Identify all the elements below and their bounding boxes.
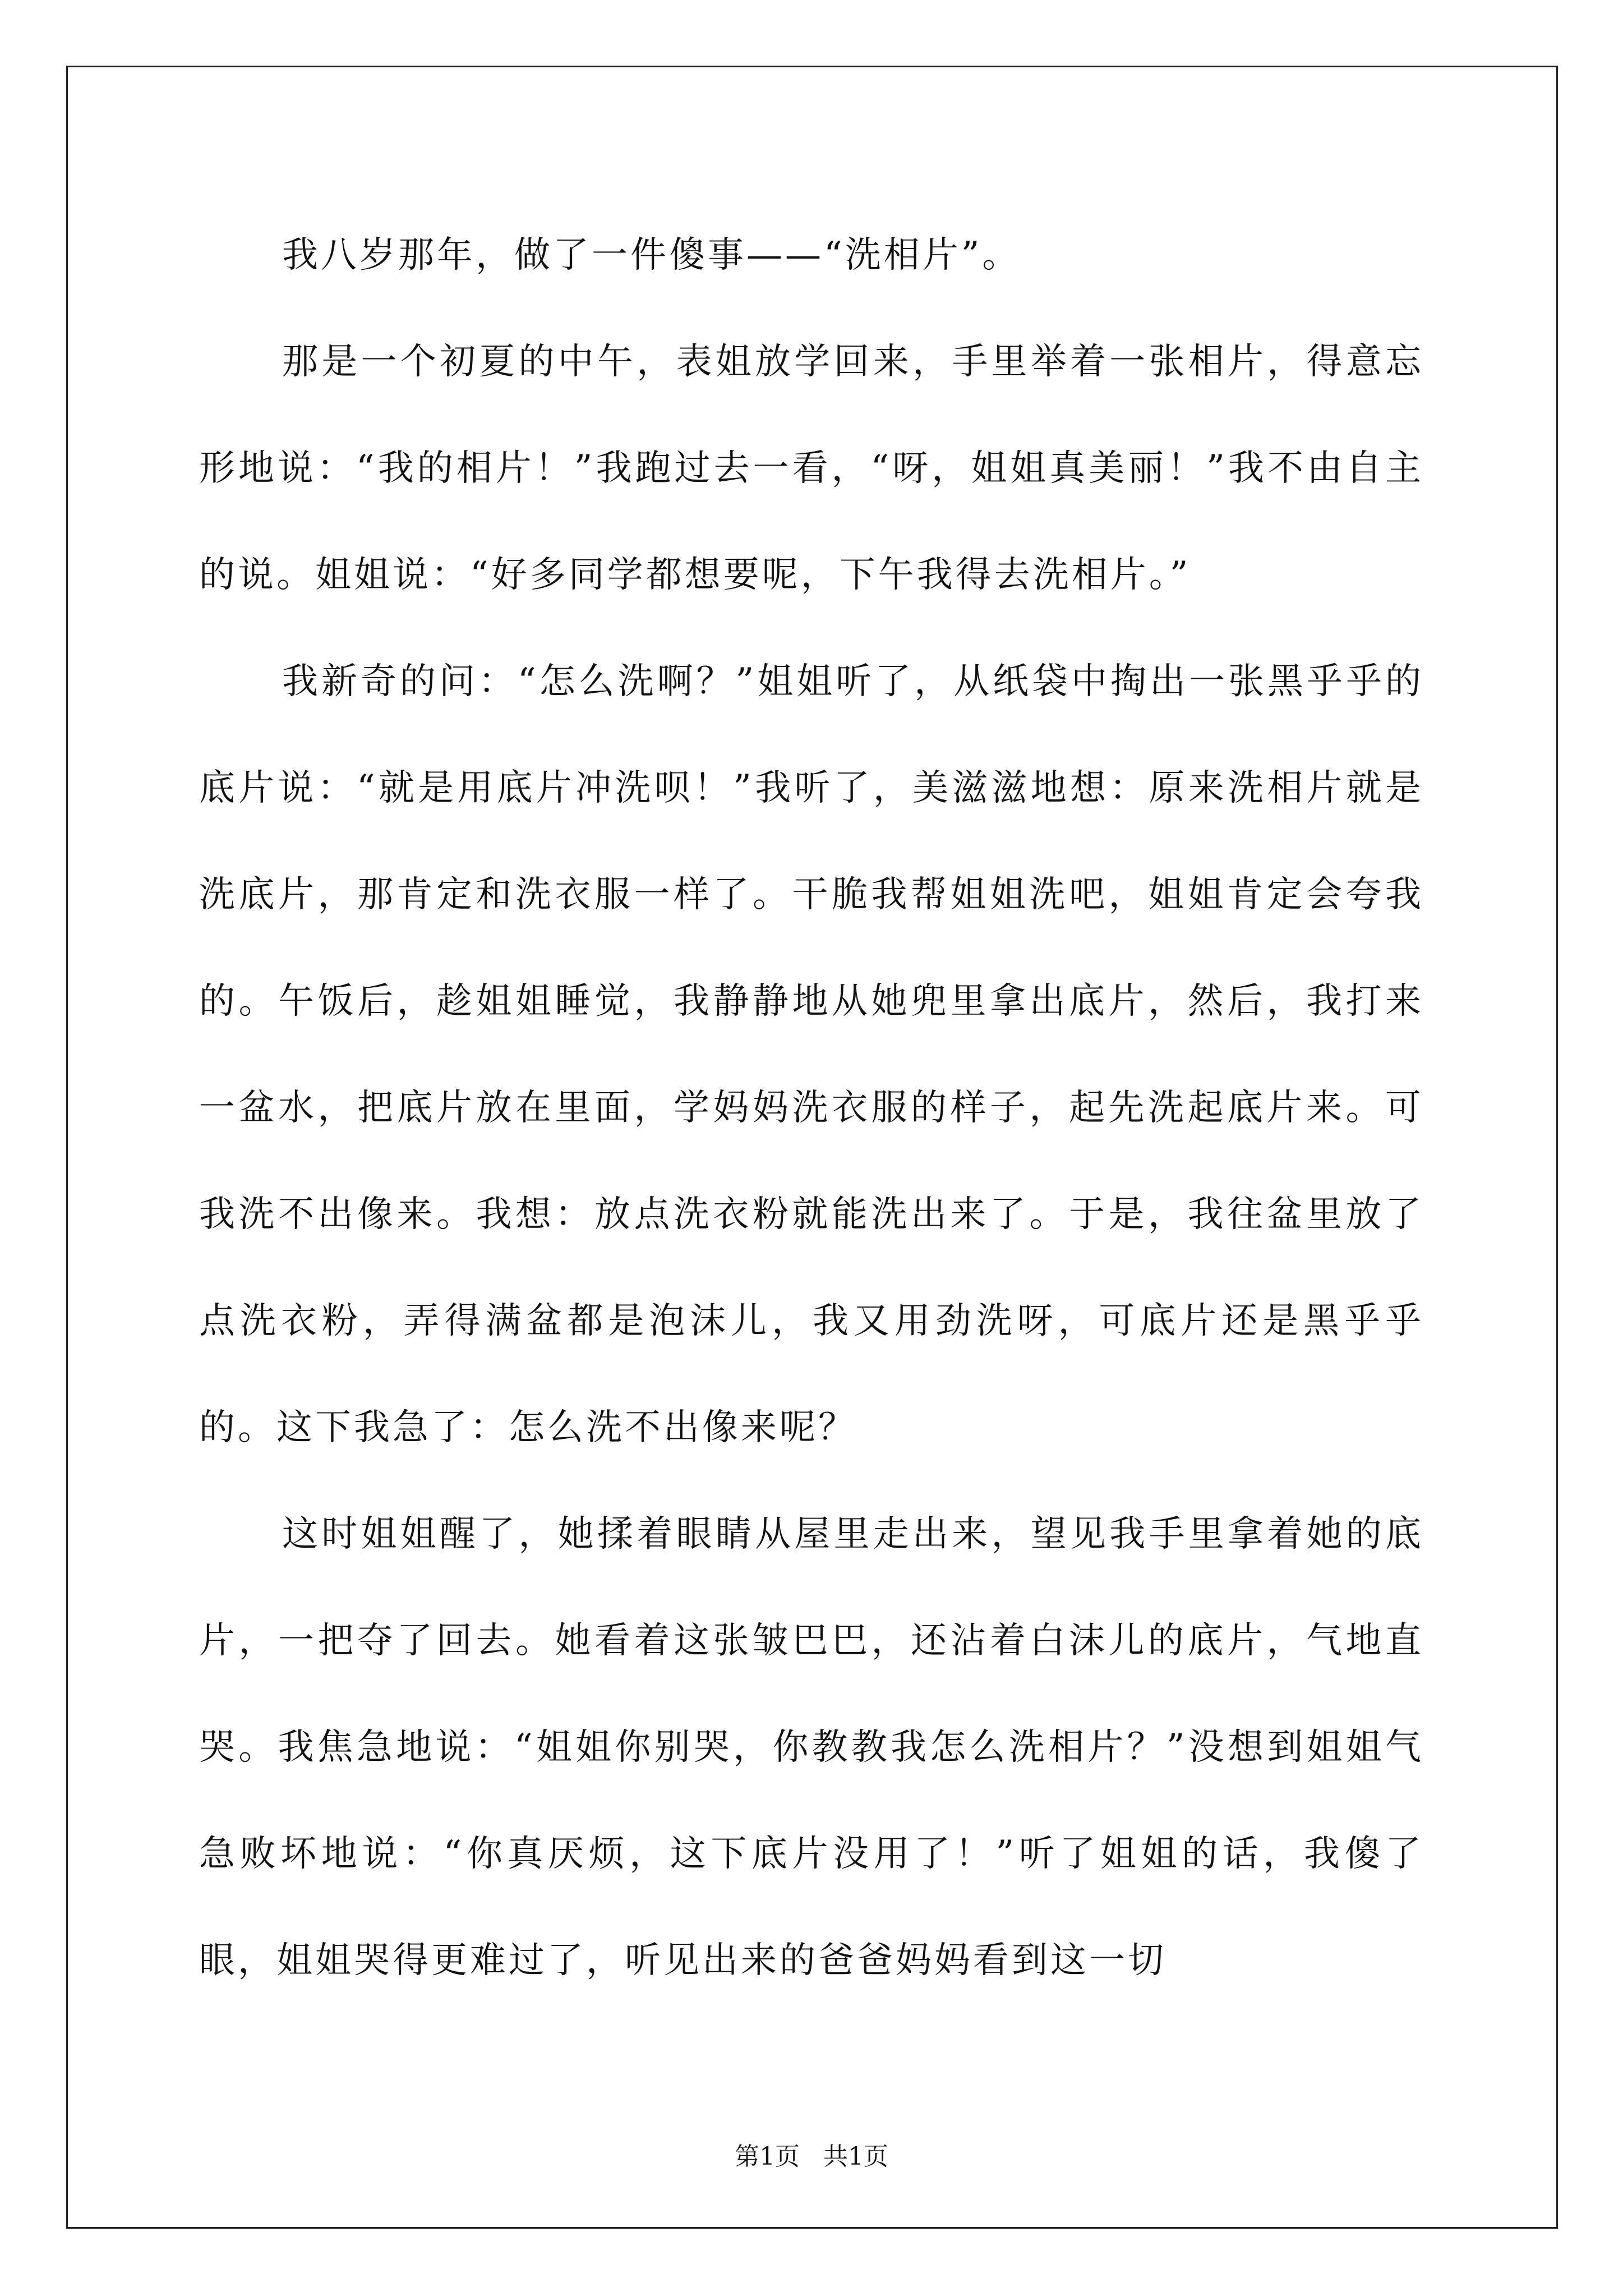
document-body bbox=[199, 202, 1424, 2014]
paragraph: 这时姐姐醒了，她揉着眼睛从屋里走出来，望见我手里拿着她的底片，一把夺了回去。她看着这张皱巴巴，还沾着白沫儿的底片，气地直哭。我焦急地说：“姐姐你别哭，你教教我怎么洗相片？”没想到姐姐气急败坏地说：“你真厌烦，这下底片没用了！”听了姐姐的话，我傻了眼，姐姐哭得更难过了，听见出来的爸爸妈妈看到这一切 bbox=[199, 1513, 1424, 1981]
paragraph: 我八岁那年，做了一件傻事——“洗相片”。 bbox=[282, 234, 1021, 276]
paragraph: 那是一个初夏的中午，表姐放学回来，手里举着一张相片，得意忘形地说：“我的相片！”我跑过去一看，“呀，姐姐真美丽！”我不由自主的说。姐姐说：“好多同学都想要呢，下午我得去洗相片。” bbox=[199, 341, 1424, 596]
page-total: 共1页 bbox=[823, 2142, 888, 2171]
page-number: 第1页 bbox=[735, 2142, 800, 2171]
paragraph: 我新奇的问：“怎么洗啊？”姐姐听了，从纸袋中掏出一张黑乎乎的底片说：“就是用底片冲洗呗！”我听了，美滋滋地想：原来洗相片就是洗底片，那肯定和洗衣服一样了。干脆我帮姐姐洗吧，姐姐肯定会夸我的。午饭后，趁姐姐睡觉，我静静地从她兜里拿出底片，然后，我打来一盆水，把底片放在里面，学妈妈洗衣服的样子，起先洗起底片来。可我洗不出像来。我想：放点洗衣粉就能洗出来了。于是，我往盆里放了点洗衣粉，弄得满盆都是泡沫儿，我又用劲洗呀，可底片还是黑乎乎的。这下我急了：怎么洗不出像来呢？ bbox=[199, 661, 1424, 1448]
page-footer bbox=[0, 2136, 1623, 2172]
